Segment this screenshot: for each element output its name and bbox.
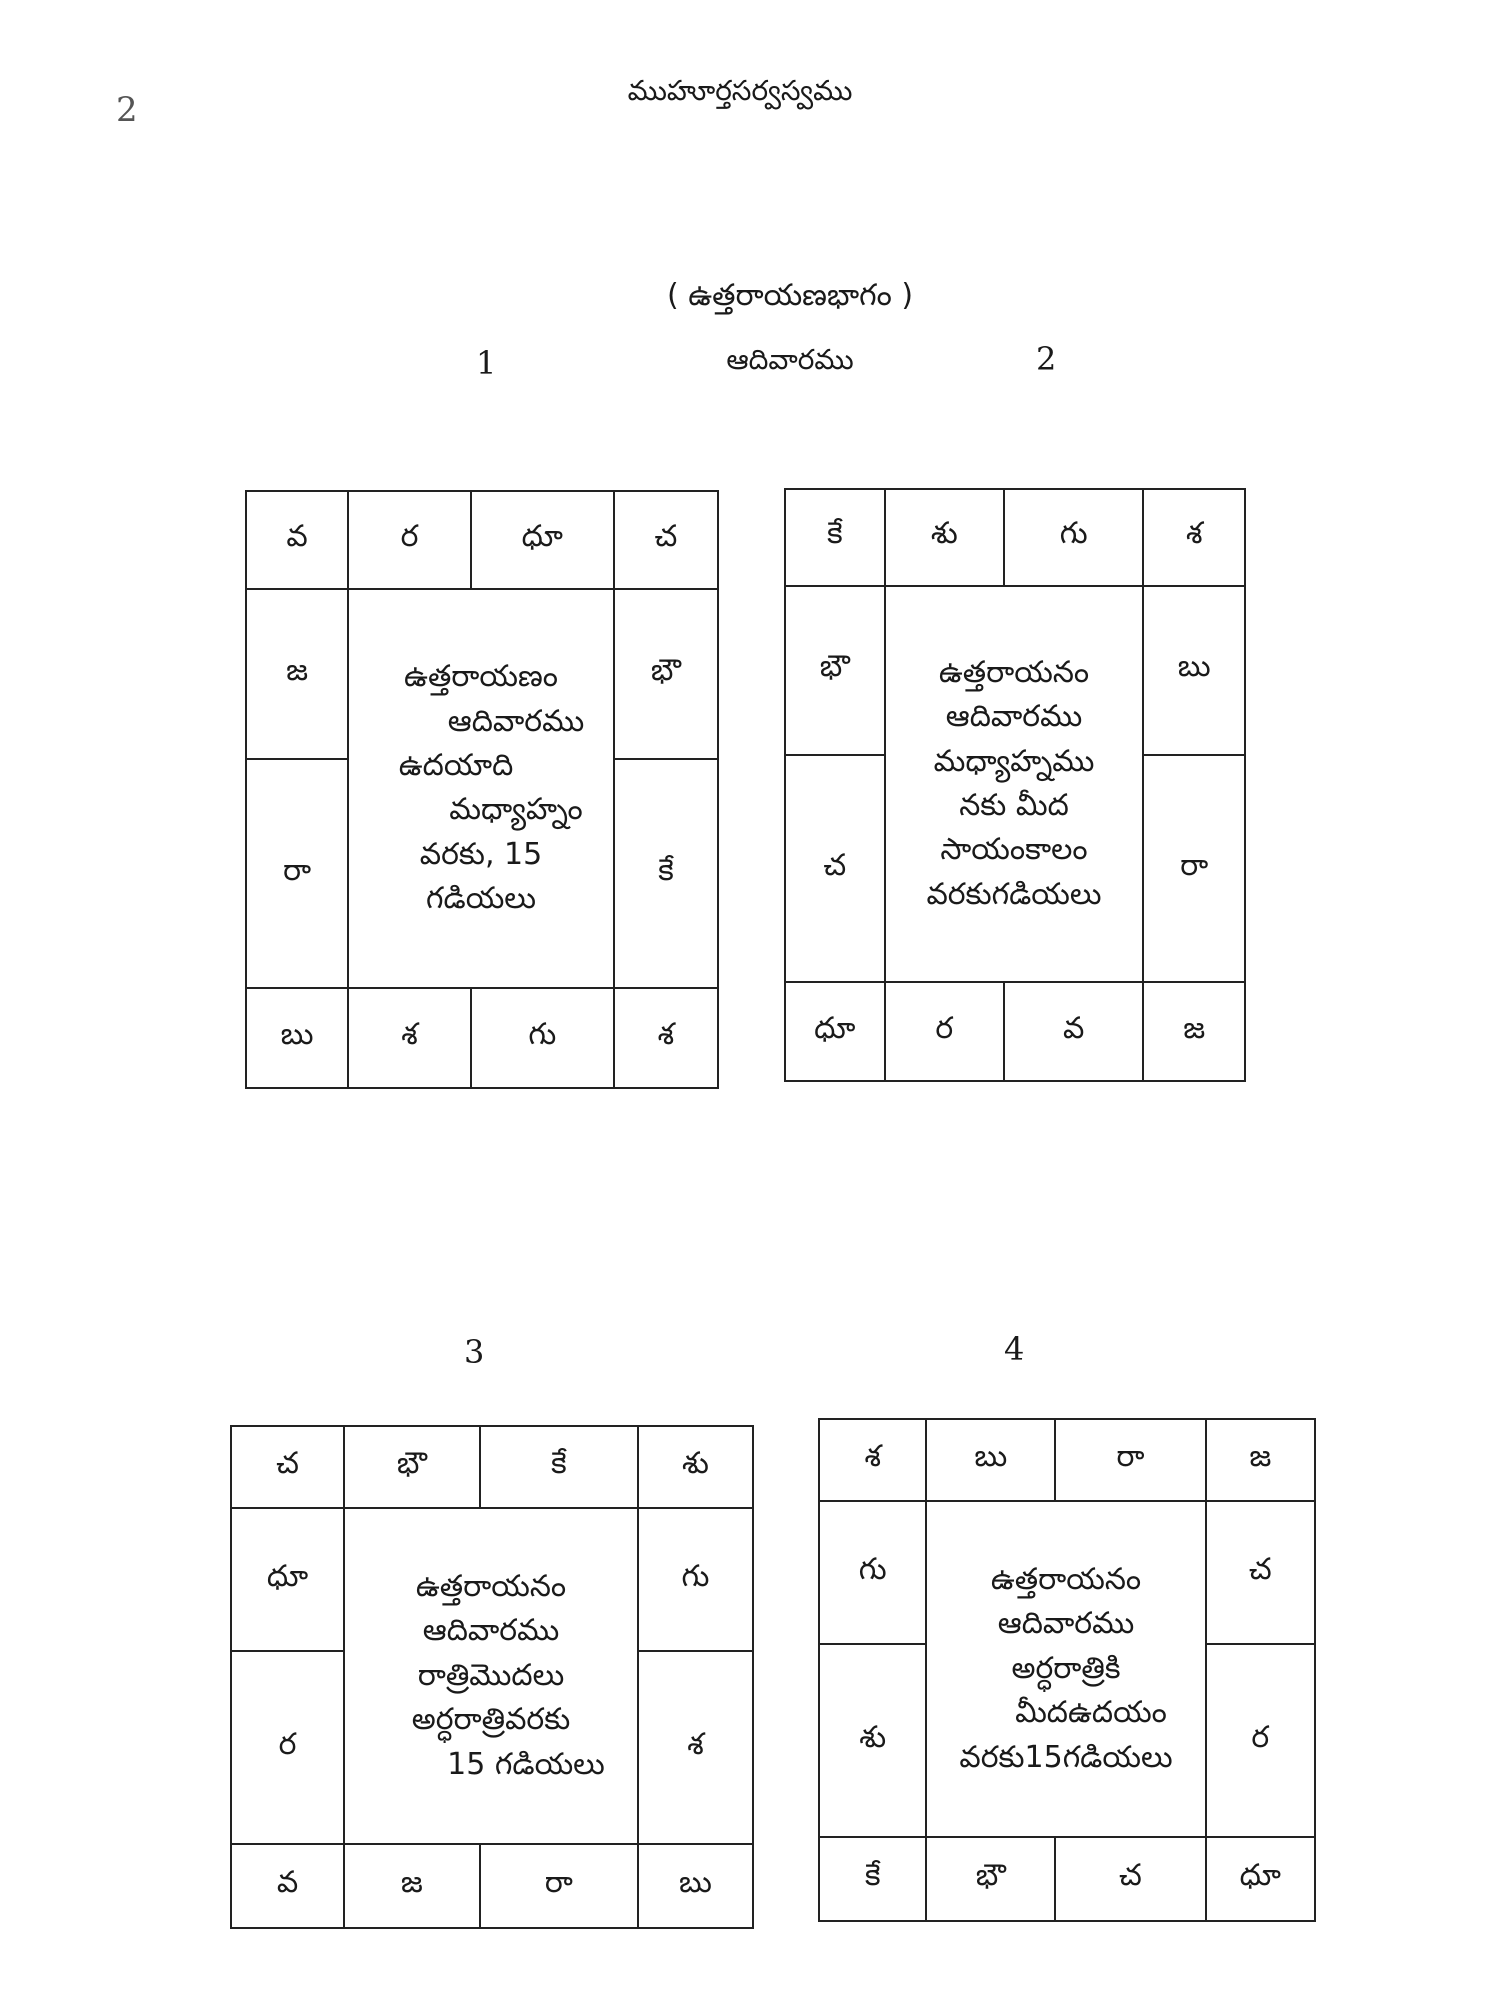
chart-number-1: 1 <box>476 344 497 382</box>
chart-cell: గు <box>472 989 615 1087</box>
chart-cell: ధూ <box>1239 1858 1281 1894</box>
center-line: గడియలు <box>426 881 536 917</box>
center-line: ఆదివారము <box>997 1606 1135 1642</box>
page-number: 2 <box>116 90 138 130</box>
center-line: 15 గడియలు <box>447 1746 605 1782</box>
center-line: ఉత్తరాయణం <box>404 659 558 695</box>
chart-cell: కే <box>786 490 886 587</box>
chart-cell: చ <box>232 1427 345 1509</box>
center-line: నకు మీద <box>959 787 1069 823</box>
center-line: రాత్రిమొదలు <box>417 1657 565 1693</box>
day-name: ఆదివారము <box>726 343 854 376</box>
chart-cell: వ <box>1005 983 1144 1080</box>
chart-cell: శు <box>639 1427 752 1509</box>
chart-cell: శ <box>820 1420 927 1502</box>
chart-cell: శ <box>657 1017 675 1053</box>
center-line: ఆదివారము <box>422 1613 560 1649</box>
chart-cell: రా <box>481 1845 639 1927</box>
chart-number-3: 3 <box>464 1333 485 1371</box>
center-line: ఆదివారము <box>447 703 585 739</box>
chart-cell: శు <box>886 490 1005 587</box>
chart-cell: బు <box>247 989 349 1087</box>
chart-cell: ర <box>886 983 1005 1080</box>
chart-center-text <box>345 1509 639 1845</box>
chart-cell: శు <box>820 1645 927 1838</box>
chart-cell: చ <box>615 492 717 590</box>
chart-cell: చ <box>1056 1838 1206 1920</box>
horoscope-chart-3 <box>230 1425 754 1929</box>
chart-cell: శ <box>349 989 472 1087</box>
chart-cell: జ <box>1207 1420 1314 1502</box>
section-title: ( ఉత్తరాయణభాగం ) <box>666 278 914 313</box>
chart-cell: జ <box>345 1845 481 1927</box>
chart-cell: భౌ <box>786 587 886 756</box>
chart-center-text <box>886 587 1145 984</box>
chart-cell: జ <box>247 590 349 761</box>
chart-center-text <box>927 1502 1206 1838</box>
chart-cell: చ <box>786 756 886 983</box>
chart-cell: శ <box>1144 490 1244 587</box>
chart-cell: గు <box>1005 490 1144 587</box>
chart-cell: వ <box>247 492 349 590</box>
horoscope-chart-4 <box>818 1418 1316 1922</box>
center-line: వరకు15గడియలు <box>959 1739 1173 1775</box>
chart-number-4: 4 <box>1004 1330 1025 1368</box>
center-line: ఆదివారము <box>945 699 1083 735</box>
center-line: వరకు, 15 <box>419 836 543 872</box>
center-line: అర్ధరాత్రికి <box>1011 1650 1121 1686</box>
chart-cell: భౌ <box>615 590 717 761</box>
horoscope-chart-1 <box>245 490 719 1089</box>
chart-cell: బు <box>1144 587 1244 756</box>
chart-cell: కే <box>615 760 717 989</box>
chart-cell: చ <box>1207 1502 1314 1645</box>
center-line: మీదఉదయం <box>1015 1695 1167 1731</box>
center-line: ఉత్తరాయనం <box>415 1569 567 1605</box>
chart-cell: కే <box>820 1838 927 1920</box>
chart-cell: బు <box>679 1865 712 1901</box>
center-line: సాయంకాలం <box>940 832 1088 868</box>
center-line: మధ్యాహ్నము <box>933 743 1095 779</box>
chart-center-text <box>349 590 615 990</box>
chart-cell: ర <box>232 1652 345 1845</box>
center-line: ఉత్తరాయనం <box>990 1562 1142 1598</box>
chart-cell: రా <box>247 760 349 989</box>
chart-cell: బు <box>927 1420 1056 1502</box>
chart-cell: వ <box>232 1845 345 1927</box>
center-line: మధ్యాహ్నం <box>449 792 583 828</box>
chart-cell: ర <box>1207 1645 1314 1838</box>
center-line: ఉదయాది <box>398 748 514 784</box>
chart-cell: గు <box>639 1509 752 1652</box>
center-line: ఉత్తరాయనం <box>938 654 1090 690</box>
chart-cell: భౌ <box>927 1838 1056 1920</box>
center-line: వరకుగడియలు <box>926 876 1102 912</box>
chart-cell: రా <box>1144 756 1244 983</box>
chart-cell: ధూ <box>786 983 886 1080</box>
chart-cell: జ <box>1183 1010 1206 1046</box>
chart-number-2: 2 <box>1036 340 1057 378</box>
center-line: అర్ధరాత్రివరకు <box>411 1702 571 1738</box>
chart-cell: ధూ <box>232 1509 345 1652</box>
chart-cell: భౌ <box>345 1427 481 1509</box>
chart-cell: గు <box>820 1502 927 1645</box>
chart-cell: రా <box>1056 1420 1206 1502</box>
chart-cell: ధూ <box>472 492 615 590</box>
horoscope-chart-2 <box>784 488 1246 1082</box>
running-head: ముహూర్తసర్వస్వము <box>627 74 853 107</box>
chart-cell: శ <box>639 1652 752 1845</box>
chart-cell: ర <box>349 492 472 590</box>
chart-cell: కే <box>481 1427 639 1509</box>
